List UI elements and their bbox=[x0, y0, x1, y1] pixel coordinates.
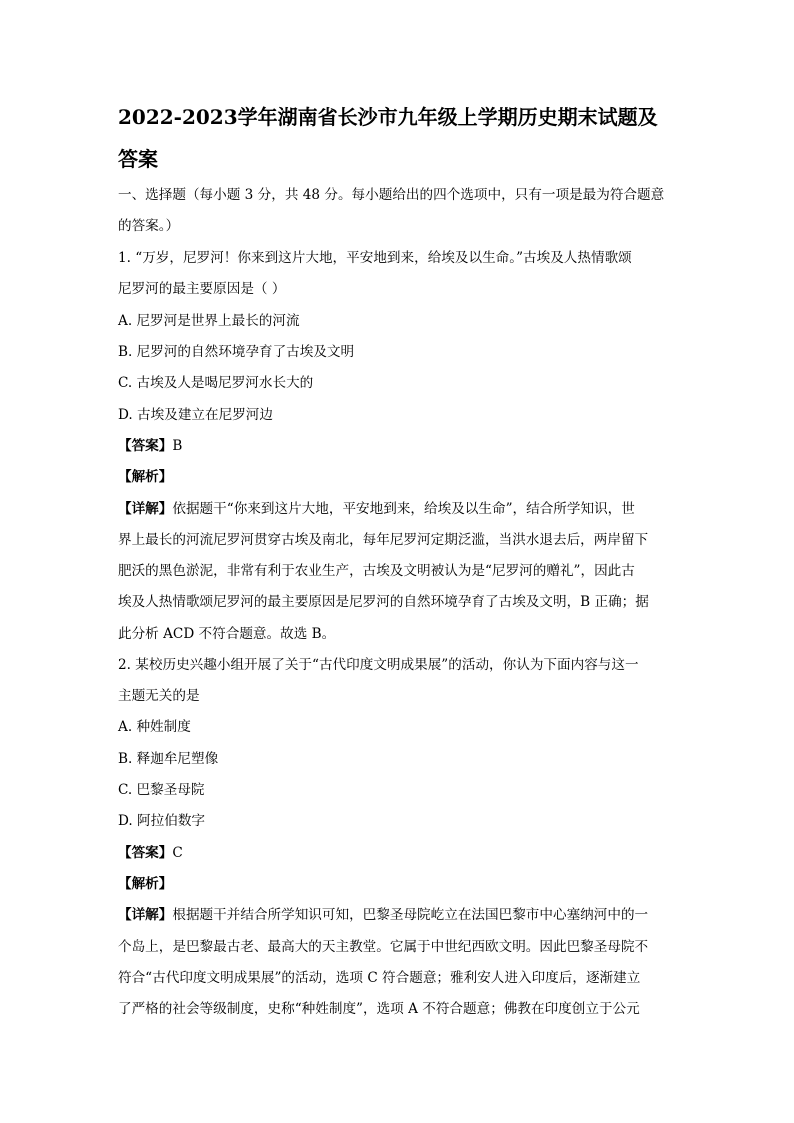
question-2-detail-text-1: 根据题干并结合所学知识可知，巴黎圣母院屹立在法国巴黎市中心塞纳河中的一 bbox=[172, 907, 649, 923]
question-2-analysis-tag: 【解析】 bbox=[118, 876, 173, 892]
question-2-answer-tag: 【答案】 bbox=[118, 845, 173, 861]
question-2-answer-value: C bbox=[172, 845, 183, 861]
question-1-option-c: C. 古埃及人是喝尼罗河水长大的 bbox=[118, 375, 314, 391]
question-1-analysis-tag: 【解析】 bbox=[118, 469, 173, 485]
document-title-line-2: 答案 bbox=[118, 147, 158, 171]
question-2-stem-line-2: 主题无关的是 bbox=[118, 688, 200, 704]
question-1-answer-tag: 【答案】 bbox=[118, 438, 173, 454]
question-1-detail-line-4: 埃及人热情歌颂尼罗河的最主要原因是尼罗河的自然环境孕育了古埃及文明，B 正确；据 bbox=[118, 594, 649, 610]
question-1-analysis bbox=[118, 469, 678, 485]
question-2-option-c: C. 巴黎圣母院 bbox=[118, 782, 205, 798]
question-2-analysis bbox=[118, 876, 678, 892]
section-heading-line-2: 的答案。） bbox=[118, 218, 180, 234]
question-1-answer bbox=[118, 438, 678, 454]
question-1-option-b: B. 尼罗河的自然环境孕育了古埃及文明 bbox=[118, 344, 355, 360]
question-2-answer bbox=[118, 845, 678, 861]
question-2-detail-line-2: 个岛上，是巴黎最古老、最高大的天主教堂。它属于中世纪西欧文明。因此巴黎圣母院不 bbox=[118, 939, 649, 955]
question-1-stem-line-1: 1. “万岁，尼罗河！你来到这片大地，平安地到来，给埃及以生命。”古埃及人热情歌颂 bbox=[118, 250, 632, 266]
question-2-option-b: B. 释迦牟尼塑像 bbox=[118, 751, 219, 767]
question-1-option-d: D. 古埃及建立在尼罗河边 bbox=[118, 407, 273, 423]
question-2-option-a: A. 种姓制度 bbox=[118, 719, 191, 735]
question-1-stem-line-2: 尼罗河的最主要原因是（ ） bbox=[118, 281, 286, 297]
question-1-detail-text-1: 依据题干“你来到这片大地，平安地到来，给埃及以生命”，结合所学知识，世 bbox=[172, 501, 635, 517]
question-2-detail-line-1 bbox=[118, 907, 678, 923]
question-1-detail-line-1 bbox=[118, 501, 678, 517]
question-1-answer-value: B bbox=[172, 438, 183, 454]
document-title-line-1: 2022-2023学年湖南省长沙市九年级上学期历史期末试题及 bbox=[118, 105, 658, 129]
question-1-detail-line-5: 此分析 ACD 不符合题意。故选 B。 bbox=[118, 626, 336, 642]
question-1-detail-tag: 【详解】 bbox=[118, 501, 173, 517]
question-1-option-a: A. 尼罗河是世界上最长的河流 bbox=[118, 313, 300, 329]
question-2-option-d: D. 阿拉伯数字 bbox=[118, 813, 206, 829]
question-2-detail-tag: 【详解】 bbox=[118, 907, 173, 923]
section-heading-line-1: 一、选择题（每小题 3 分，共 48 分。每小题给出的四个选项中，只有一项是最为符合题意 bbox=[118, 187, 665, 203]
question-1-detail-line-2: 界上最长的河流尼罗河贯穿古埃及南北，每年尼罗河定期泛滥，当洪水退去后，两岸留下 bbox=[118, 532, 649, 548]
question-2-stem-line-1: 2. 某校历史兴趣小组开展了关于“古代印度文明成果展”的活动，你认为下面内容与这一 bbox=[118, 657, 639, 673]
question-2-detail-line-4: 了严格的社会等级制度，史称“种姓制度”，选项 A 不符合题意；佛教在印度创立于公元 bbox=[118, 1001, 640, 1017]
question-2-detail-line-3: 符合“古代印度文明成果展”的活动，选项 C 符合题意；雅利安人进入印度后，逐渐建立 bbox=[118, 970, 641, 986]
question-1-detail-line-3: 肥沃的黑色淤泥，非常有利于农业生产，古埃及文明被认为是“尼罗河的赠礼”，因此古 bbox=[118, 563, 635, 579]
